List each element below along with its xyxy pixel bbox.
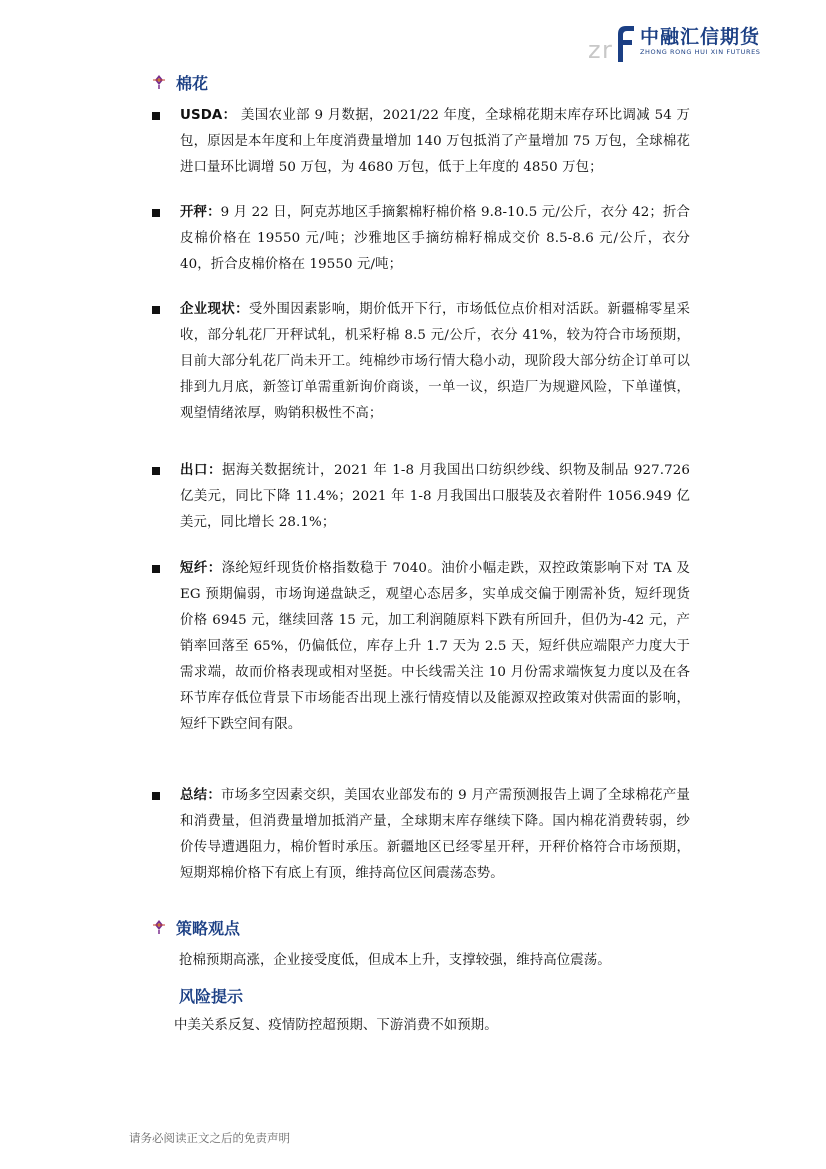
item-text: 9 月 22 日，阿克苏地区手摘絮棉籽棉价格 9.8-10.5 元/公斤，衣分 42；折合皮棉价格在 19550 元/吨；沙雅地区手摘纺棉籽棉成交价 8.5-8.6 元/公斤，衣分 40，折合皮棉价格在 19550 元/吨； <box>180 205 690 272</box>
item-paragraph <box>180 458 690 536</box>
zrf-logo-mark <box>588 22 636 64</box>
item-text: 受外围因素影响，期价低开下行，市场低位点价相对活跃。新疆棉零星采收，部分轧花厂开秤试轧，机采籽棉 8.5 元/公斤，衣分 41%，较为符合市场预期，目前大部分轧花厂尚未开工。纯棉纱市场行情大稳小动，现阶段大部分纺企订单可以排到九月底，新签订单需重新询价商谈，一单一议，织造厂为规避风险，下单谨慎，观望情绪浓厚，购销积极性不高； <box>180 302 691 421</box>
item-paragraph <box>180 297 690 427</box>
item-text: 市场多空因素交织，美国农业部发布的 9 月产需预测报告上调了全球棉花产量和消费量，但消费量增加抵消产量，全球期末库存继续下降。国内棉花消费转弱，纱价传导遭遇阻力，棉价暂时承压。新疆地区已经零星开秤，开秤价格符合市场预期，短期郑棉价格下有底上有顶，维持高位区间震荡态势。 <box>180 788 690 881</box>
bullet-square <box>152 467 160 475</box>
logo-english-name: ZHONG RONG HUI XIN FUTURES <box>640 48 761 56</box>
logo-chinese-name: 中融汇信期货 <box>640 26 761 48</box>
bullet-item-staple-fiber <box>152 556 690 738</box>
item-paragraph <box>180 556 690 738</box>
item-text: 涤纶短纤现货价格指数稳于 7040。油价小幅走跌，双控政策影响下对 TA 及 EG 预期偏弱，市场询递盘缺乏，观望心态居多，实单成交偏于刚需补货，短纤现货价格 6945 元，继续回落 15 元，加工利润随原料下跌有所回升，但仍为-42 元，产销率回落至 65%，仍偏低位，库存上升 1.7 天为 2.5 天，短纤供应端限产力度大于需求端，故而价格表现或相对坚挺。中长线需关注 10 月份需求端恢复力度以及在各环节库存低位背景下市场能否出现上涨行情疫情以及能源双控政策对供需面的影响，短纤下跌空间有限。 <box>180 561 690 732</box>
section-heading-cotton <box>152 70 208 94</box>
item-paragraph <box>180 103 690 181</box>
section-heading-strategy <box>152 915 240 939</box>
footer-disclaimer: 请务必阅读正文之后的免责声明 <box>129 1131 290 1145</box>
bullet-square <box>152 209 160 217</box>
risk-title: 风险提示 <box>179 987 244 1006</box>
bullet-square <box>152 306 160 314</box>
item-paragraph <box>180 783 690 887</box>
section-title: 棉花 <box>176 73 209 93</box>
item-label: 出口： <box>180 463 223 478</box>
item-text: 美国农业部 9 月数据，2021/22 年度，全球棉花期末库存环比调减 54 万包，原因是本年度和上年度消费量增加 140 万包抵消了产量增加 75 万包，全球棉花进口量环比调增 50 万包，为 4680 万包，低于上年度的 4850 万包； <box>180 108 690 175</box>
diamond-arrow-icon <box>152 919 166 935</box>
company-logo <box>588 22 778 62</box>
bullet-item-usda <box>152 103 690 181</box>
item-text: 据海关数据统计，2021 年 1-8 月我国出口纺织纱线、织物及制品 927.726 亿美元，同比下降 11.4%；2021 年 1-8 月我国出口服装及衣着附件 1056.949 亿美元，同比增长 28.1%； <box>180 463 690 530</box>
item-paragraph <box>180 200 690 278</box>
section-title: 策略观点 <box>176 918 241 938</box>
item-label: 短纤： <box>180 561 222 576</box>
svg-text:r: r <box>602 36 612 64</box>
bullet-item-opening <box>152 200 690 278</box>
bullet-item-summary <box>152 783 690 887</box>
item-label: 开秤： <box>180 205 221 220</box>
item-label: 总结： <box>180 788 222 803</box>
bullet-item-export <box>152 458 690 536</box>
item-label: 企业现状： <box>180 302 249 317</box>
item-label: USDA： <box>180 108 237 123</box>
bullet-square <box>152 565 160 573</box>
strategy-text: 抢棉预期高涨，企业接受度低，但成本上升，支撑较强，维持高位震荡。 <box>179 953 611 968</box>
diamond-arrow-icon <box>152 74 166 90</box>
bullet-square <box>152 112 160 120</box>
bullet-item-enterprise <box>152 297 690 427</box>
risk-text: 中美关系反复、疫情防控超预期、下游消费不如预期。 <box>174 1018 498 1033</box>
svg-text:z: z <box>588 36 601 64</box>
bullet-square <box>152 792 160 800</box>
